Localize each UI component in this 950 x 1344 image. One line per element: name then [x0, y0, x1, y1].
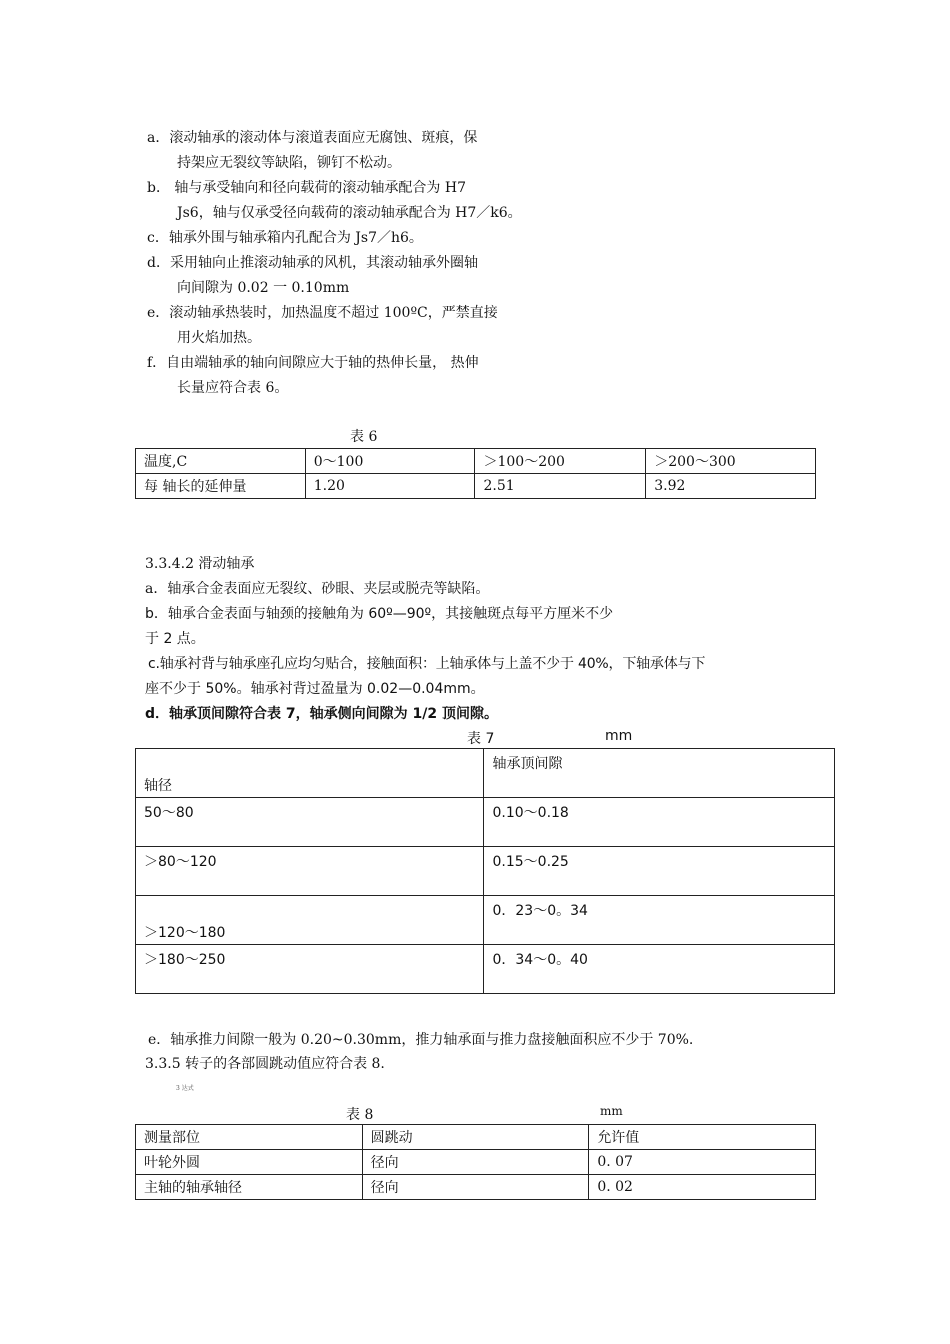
table-cell: 主轴的轴承轴径: [136, 1175, 363, 1200]
table-cell: 径向: [362, 1175, 589, 1200]
table-cell: 3.92: [646, 474, 816, 499]
table-cell: 0.10～0.18: [484, 798, 835, 847]
item-d-line1: d．采用轴向止推滚动轴承的风机，其滚动轴承外圈轴: [147, 255, 478, 271]
table8-caption: 表 8: [346, 1107, 374, 1123]
table-row: [136, 847, 835, 896]
item-e-line1: e．滚动轴承热装时，加热温度不超过 100ºC，严禁直接: [147, 305, 498, 321]
sliding-item-a: a．轴承合金表面应无裂纹、砂眼、夹层或脱壳等缺陷。: [145, 581, 490, 597]
tiny-mark: 3 达式: [176, 1085, 194, 1092]
table-cell: 允许值: [589, 1125, 816, 1150]
table-cell: 50～80: [136, 798, 484, 847]
table-cell: 测量部位: [136, 1125, 363, 1150]
table-cell: ＞200～300: [646, 449, 816, 474]
table-row: [136, 1125, 816, 1150]
sliding-item-c-line2: 座不少于 50%。轴承衬背过盈量为 0.02—0.04mm。: [145, 681, 485, 697]
item-c-line1: c．轴承外围与轴承箱内孔配合为 Js7／h6。: [147, 230, 423, 246]
item-a-line2: 持架应无裂纹等缺陷，铆钉不松动。: [177, 155, 401, 171]
section-heading-sliding: 3.3.4.2 滑动轴承: [145, 556, 255, 572]
table6-caption: 表 6: [350, 429, 378, 445]
table-cell: 轴径: [136, 749, 484, 798]
item-b-line2: Js6，轴与仅承受径向载荷的滚动轴承配合为 H7／k6。: [177, 205, 522, 221]
table-row: [136, 1150, 816, 1175]
item-e-line2: 用火焰加热。: [177, 330, 261, 346]
table-cell: 径向: [362, 1150, 589, 1175]
sliding-item-b-line2: 于 2 点。: [145, 631, 205, 647]
table8-unit: mm: [600, 1104, 623, 1118]
table-row: [136, 896, 835, 945]
table-cell: 0．23～0。34: [484, 896, 835, 945]
sliding-item-c-line1: c.轴承衬背与轴承座孔应均匀贴合，接触面积：上轴承体与上盖不少于 40%，下轴承体与下: [148, 656, 706, 672]
table-row: [136, 798, 835, 847]
table8: [135, 1124, 816, 1200]
table7-caption: 表 7: [467, 731, 495, 747]
table6: [135, 448, 816, 499]
table-cell: ＞120～180: [136, 896, 484, 945]
table7: [135, 748, 835, 994]
table-row: [136, 449, 816, 474]
table-cell: 0．34～0。40: [484, 945, 835, 994]
sliding-item-d: d．轴承顶间隙符合表 7，轴承侧向间隙为 1/2 顶间隙。: [145, 706, 498, 722]
table-row: [136, 945, 835, 994]
sliding-item-b-line1: b．轴承合金表面与轴颈的接触角为 60º—90º，其接触斑点每平方厘米不少: [145, 606, 614, 622]
item-f-line2: 长量应符合表 6。: [177, 380, 289, 396]
table-cell: 0.15～0.25: [484, 847, 835, 896]
table-row: [136, 474, 816, 499]
table-cell: 2.51: [475, 474, 646, 499]
table-row: [136, 749, 835, 798]
item-d-line2: 向间隙为 0.02 一 0.10mm: [177, 280, 350, 296]
table-cell: 0. 07: [589, 1150, 816, 1175]
table-cell: 每 轴长的延伸量: [136, 474, 306, 499]
table-row: [136, 1175, 816, 1200]
table-cell: ＞180～250: [136, 945, 484, 994]
table-cell: 0～100: [305, 449, 475, 474]
table-cell: 轴承顶间隙: [484, 749, 835, 798]
table-cell: 1.20: [305, 474, 475, 499]
item-b-line1: b． 轴与承受轴向和径向载荷的滚动轴承配合为 H7: [147, 180, 466, 196]
table-cell: 圆跳动: [362, 1125, 589, 1150]
item-f-line1: f．自由端轴承的轴向间隙应大于轴的热伸长量， 热伸: [147, 355, 479, 371]
table7-unit: mm: [605, 728, 633, 744]
table-cell: ＞100～200: [475, 449, 646, 474]
table-cell: 叶轮外圆: [136, 1150, 363, 1175]
table-cell: ＞80～120: [136, 847, 484, 896]
table-cell: 温度,C: [136, 449, 306, 474]
table-cell: 0. 02: [589, 1175, 816, 1200]
section-heading-rotor: 3.3.5 转子的各部圆跳动值应符合表 8.: [145, 1056, 385, 1072]
thrust-item-e: e．轴承推力间隙一般为 0.20~0.30mm，推力轴承面与推力盘接触面积应不少于 70%.: [148, 1032, 694, 1048]
item-a-line1: a．滚动轴承的滚动体与滚道表面应无腐蚀、斑痕，保: [147, 130, 478, 146]
